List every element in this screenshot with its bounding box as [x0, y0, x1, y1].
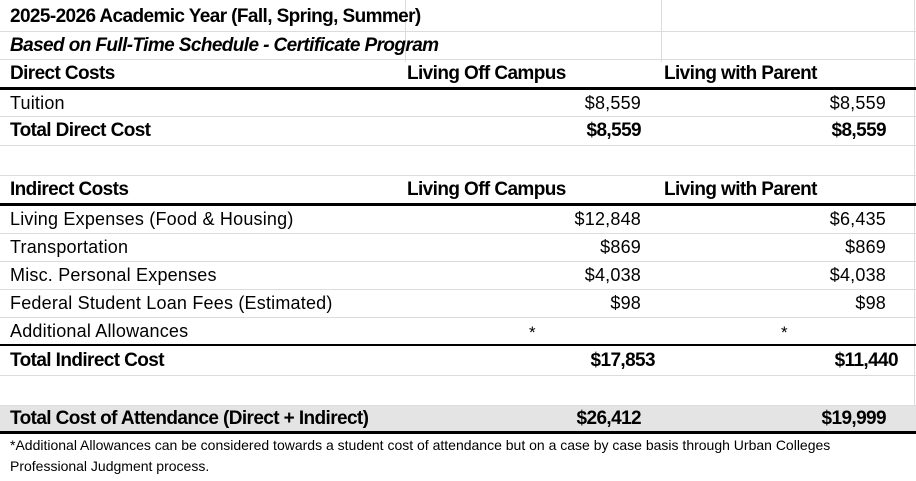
table-row	[0, 206, 916, 234]
with-parent-column-heading: Living with Parent	[664, 62, 817, 84]
total-indirect-label: Total Indirect Cost	[10, 349, 164, 371]
off-campus-value: $98	[610, 293, 641, 313]
total-indirect-row	[0, 346, 916, 376]
with-parent-value: $869	[845, 237, 886, 257]
row-label: Federal Student Loan Fees (Estimated)	[10, 293, 333, 313]
direct-costs-heading: Direct Costs	[10, 62, 115, 84]
with-parent-value: $98	[855, 293, 886, 313]
off-campus-value: $4,038	[584, 265, 641, 285]
indirect-costs-heading: Indirect Costs	[10, 178, 129, 200]
total-direct-label: Total Direct Cost	[10, 120, 151, 141]
page-title: 2025-2026 Academic Year (Fall, Spring, Summer)	[10, 5, 421, 27]
indirect-costs-header-row	[0, 176, 916, 206]
off-campus-asterisk: *	[529, 323, 536, 342]
grand-total-with-parent: $19,999	[821, 407, 886, 429]
with-parent-value: $6,435	[829, 209, 886, 229]
row-label: Tuition	[10, 92, 65, 113]
with-parent-asterisk: *	[781, 323, 788, 342]
grand-total-row	[0, 406, 916, 434]
total-direct-row	[0, 117, 916, 146]
table-row	[0, 234, 916, 262]
with-parent-value: $4,038	[829, 265, 886, 285]
row-label: Misc. Personal Expenses	[10, 265, 217, 285]
with-parent-value: $8,559	[829, 92, 886, 113]
total-direct-with-parent: $8,559	[831, 120, 886, 141]
row-label: Transportation	[10, 237, 129, 257]
page-subtitle: Based on Full-Time Schedule - Certificate Program	[10, 34, 439, 56]
blank-row	[0, 146, 916, 176]
off-campus-value: $12,848	[574, 209, 641, 229]
grand-total-off-campus: $26,412	[576, 407, 641, 429]
title-row	[0, 2, 916, 32]
total-indirect-off-campus: $17,853	[590, 349, 655, 371]
with-parent-column-heading: Living with Parent	[664, 178, 817, 200]
off-campus-column-heading: Living Off Campus	[407, 62, 566, 84]
off-campus-value: $869	[600, 237, 641, 257]
blank-row	[0, 376, 916, 406]
off-campus-value: $8,559	[584, 92, 641, 113]
grand-total-label: Total Cost of Attendance (Direct + Indirect)	[10, 407, 369, 429]
row-label: Living Expenses (Food & Housing)	[10, 209, 294, 229]
total-indirect-with-parent: $11,440	[834, 349, 898, 371]
subtitle-row	[0, 32, 916, 60]
footnote: *Additional Allowances can be considered towards a student cost of attendance but on a case by case basis through Urban Colleges Professional Judgment process.	[10, 437, 831, 474]
table-row	[0, 290, 916, 318]
table-row	[0, 318, 916, 346]
off-campus-column-heading: Living Off Campus	[407, 178, 566, 200]
row-label: Additional Allowances	[10, 320, 189, 341]
table-row	[0, 90, 916, 117]
total-direct-off-campus: $8,559	[586, 120, 641, 141]
direct-costs-header-row	[0, 60, 916, 90]
table-row	[0, 262, 916, 290]
